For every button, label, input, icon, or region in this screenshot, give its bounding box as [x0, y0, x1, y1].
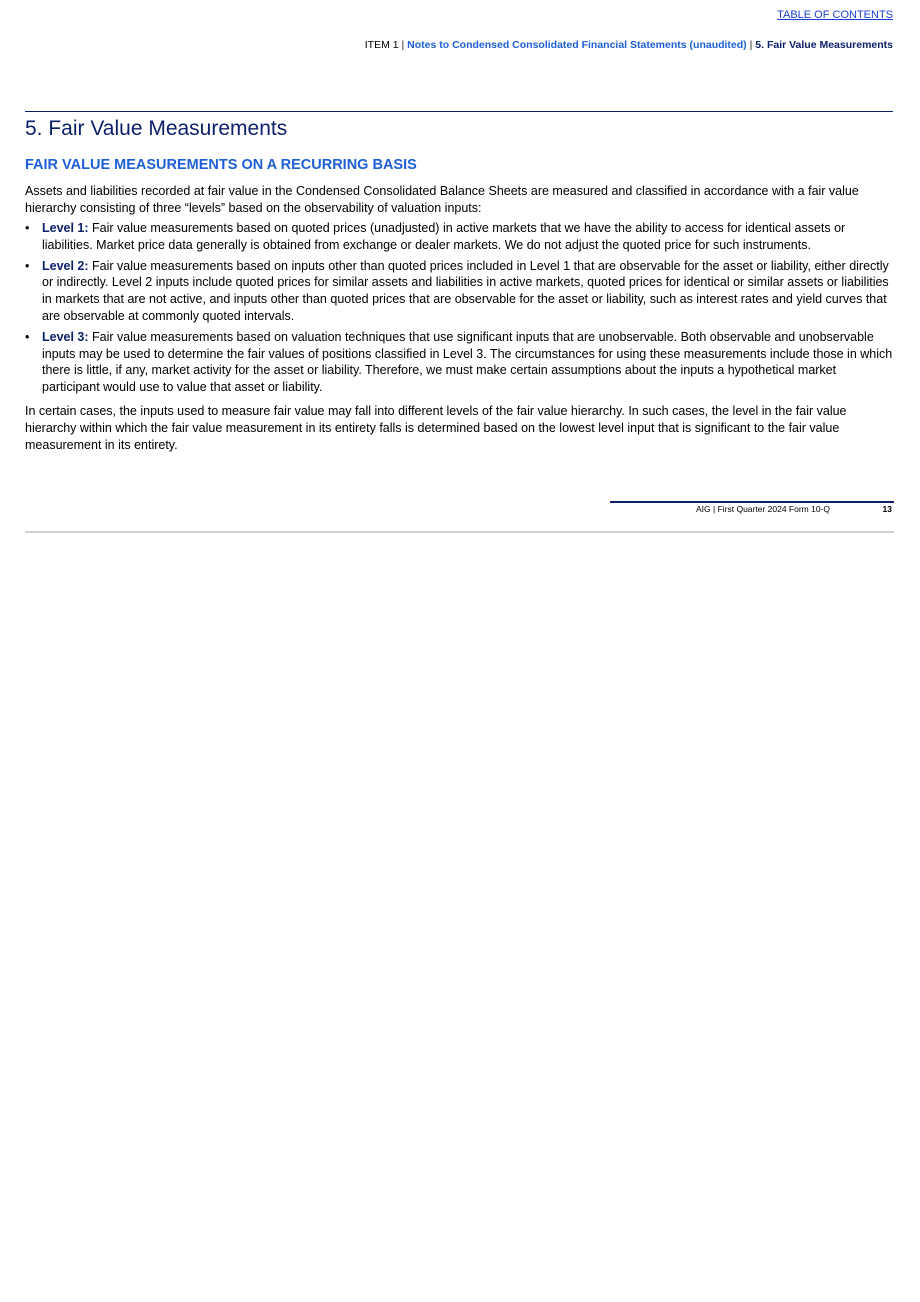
fair-value-levels-list: [25, 220, 893, 400]
footer-text: AIG | First Quarter 2024 Form 10-Q: [696, 504, 830, 514]
bullet-icon: •: [25, 329, 30, 344]
bullet-icon: •: [25, 258, 30, 273]
page-number: 13: [882, 504, 892, 514]
page-divider: [25, 531, 894, 533]
list-item-level-2: [25, 258, 893, 325]
breadcrumb: [365, 39, 893, 51]
level-label: Level 1:: [42, 221, 89, 235]
breadcrumb-notes-link[interactable]: Notes to Condensed Consolidated Financial Statements (unaudited): [407, 39, 747, 51]
breadcrumb-current-section: 5. Fair Value Measurements: [755, 39, 893, 51]
breadcrumb-item: ITEM 1: [364, 39, 399, 51]
level-description: Fair value measurements based on valuation techniques that use significant inputs that are unobservable. Both observable and unobservable inputs may be used to determine the fair values of positions classified in Level 3. The circumstances for using these measurements include those in which there is little, if any, market activity for the asset or liability. Therefore, we must make certain assumptions about the inputs a hypothetical market participant would use to value that asset or liability.: [42, 329, 893, 395]
level-label: Level 3:: [42, 329, 89, 344]
table-of-contents-link[interactable]: TABLE OF CONTENTS: [777, 9, 893, 21]
subheading: FAIR VALUE MEASUREMENTS ON A RECURRING BASIS: [25, 157, 417, 173]
section-divider: [25, 111, 893, 112]
list-item-level-1: [25, 220, 893, 254]
breadcrumb-separator: |: [749, 39, 753, 51]
footer-divider: [610, 501, 894, 503]
list-item-level-3: [25, 329, 893, 396]
level-description: Fair value measurements based on inputs other than quoted prices included in Level 1 that are observable for the asset or liability, either directly or indirectly. Level 2 inputs include quoted prices for similar assets and liabilities in active markets, quoted prices for identical or similar assets or liabilities in markets that are not active, and inputs other than quoted prices that are observable for the asset or liability, such as interest rates and yield curves that are observable at commonly quoted intervals.: [42, 258, 889, 323]
closing-paragraph: In certain cases, the inputs used to measure fair value may fall into different levels of the fair value hierarchy. In such cases, the level in the fair value hierarchy within which the fair value measurement in its entirety falls is determined based on the lowest level input that is significant to the fair value measurement in its entirety.: [25, 404, 847, 452]
breadcrumb-separator: |: [401, 39, 405, 51]
section-title: 5. Fair Value Measurements: [25, 117, 288, 140]
bullet-icon: •: [25, 221, 30, 235]
level-label: Level 2:: [42, 258, 89, 273]
intro-paragraph: Assets and liabilities recorded at fair value in the Condensed Consolidated Balance Sheets are measured and classified in accordance with a fair value hierarchy consisting of three “levels” based on the observability of valuation inputs:: [25, 184, 859, 215]
level-description: Fair value measurements based on quoted prices (unadjusted) in active markets that we have the ability to access for identical assets or liabilities. Market price data generally is obtained from exchange or dealer markets. We do not adjust the quoted price for such instruments.: [42, 221, 846, 252]
